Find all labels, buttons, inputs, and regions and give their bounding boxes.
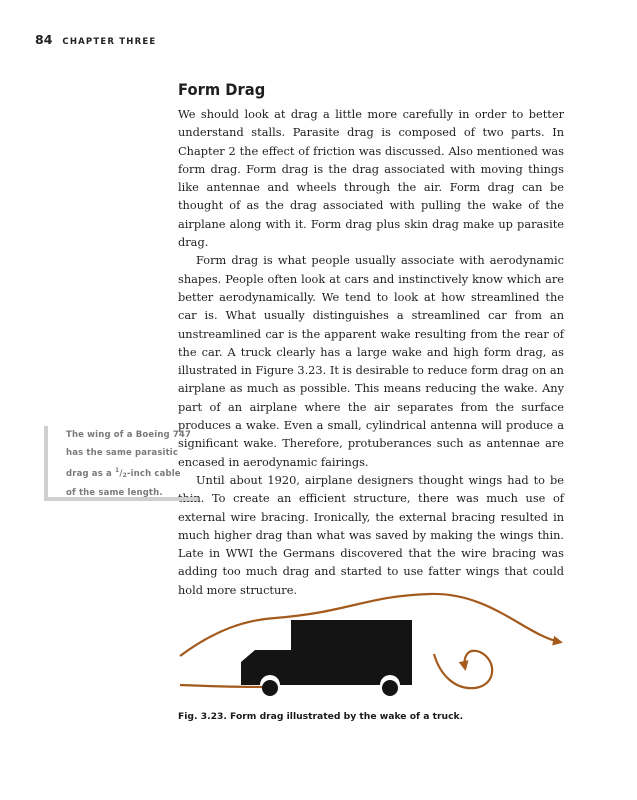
sidebar-text-before: The wing of a Boeing 747 has the same parasitic drag as a: [66, 430, 192, 479]
sidebar-text-after: -inch cable of the same length.: [66, 469, 181, 498]
body-text: [178, 105, 564, 599]
paragraph-3: Until about 1920, airplane designers thought wings had to be thin. To create an efficient structure, there was much use of external wire bracing. Ironically, the external bracing resulted in much higher drag than what was saved by making the wings thin. Late in WWI the Germans discovered that the wire bracing was adding too much drag and started to use fatter wings that could hold more structure.: [178, 472, 564, 597]
truck-rear-wheel: [382, 680, 398, 696]
page-number: 84: [35, 32, 53, 47]
truck-wake-figure: [175, 590, 575, 700]
truck-front-wheel: [262, 680, 278, 696]
paragraph-1: We should look at drag a little more carefully in order to better understand stalls. Parasite drag is composed of two parts. In Chapter 2 the effect of friction was discussed. Also mentioned was form drag. Form drag is the drag associated with moving things like antennae and wheels through the air. Form drag can be thought of as the drag associated with pulling the wake of the airplane along with it. Form drag plus skin drag make up parasite drag.: [178, 107, 564, 250]
sidebar-note-text: The wing of a Boeing 747 has the same parasitic drag as a $^1$/2-inch cable of the same length.: [66, 430, 192, 498]
airflow-lower-streamline: [180, 685, 265, 687]
section-title: Form Drag: [178, 80, 266, 99]
truck-body: [241, 620, 412, 685]
figure-caption: Fig. 3.23. Form drag illustrated by the wake of a truck.: [178, 711, 464, 722]
wake-vortex-arrow: [434, 651, 492, 688]
fraction-denominator: 2: [122, 472, 127, 479]
chapter-label: CHAPTER THREE: [62, 37, 157, 47]
sidebar-note: [44, 426, 198, 501]
truck-silhouette: [241, 620, 412, 696]
fraction-numerator: 1: [115, 467, 120, 474]
running-head: [35, 32, 156, 46]
paragraph-2: Form drag is what people usually associate with aerodynamic shapes. People often look at cars and instinctively know which are better aerodynamically. We tend to look at how streamlined the car is. What usually distinguishes a streamlined car from an unstreamlined car is the apparent wake resulting from the rear of the car. A truck clearly has a large wake and high form drag, as illustrated in Figure 3.23. It is desirable to reduce form drag on an airplane as much as possible. This means reducing the wake. Any part of an airplane where the air separates from the surface produces a wake. Even a small, cylindrical antenna will produce a significant wake. Therefore, protuberances such as antennae are encased in aerodynamic fairings.: [178, 253, 564, 469]
